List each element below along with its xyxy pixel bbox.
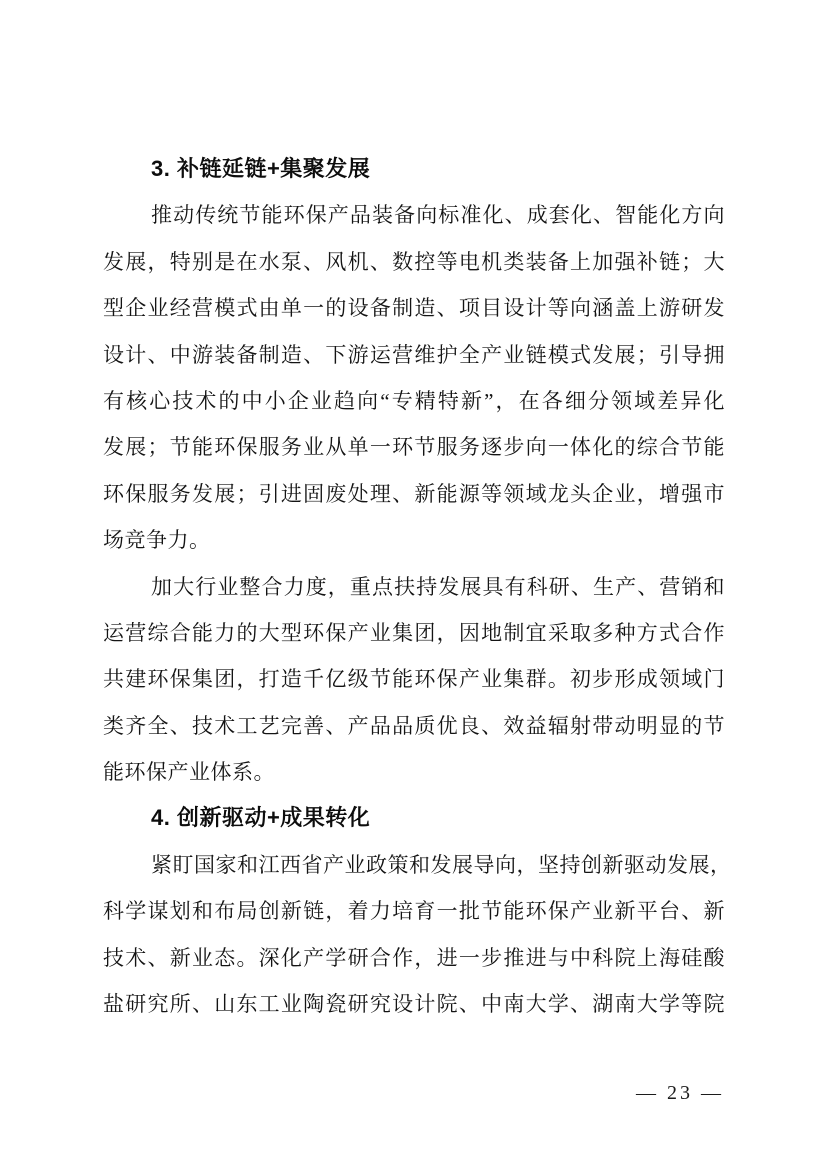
paragraph-3-line-3: 技术、新业态。深化产学研合作，进一步推进与中科院上海硅酸 bbox=[103, 945, 725, 970]
paragraph-3-line-4: 盐研究所、山东工业陶瓷研究设计院、中南大学、湖南大学等院 bbox=[103, 992, 725, 1017]
paragraph-1-line-3: 型企业经营模式由单一的设备制造、项目设计等向涵盖上游研发 bbox=[103, 296, 725, 321]
paragraph-1-line-7: 环保服务发展；引进固废处理、新能源等领域龙头企业，增强市 bbox=[103, 481, 725, 506]
paragraph-2-line-3: 共建环保集团，打造千亿级节能环保产业集群。初步形成领域门 bbox=[103, 667, 725, 692]
paragraph-2-line-5: 能环保产业体系。 bbox=[103, 760, 275, 785]
section-heading-3: 3. 补链延链+集聚发展 bbox=[151, 156, 371, 181]
paragraph-2-line-2: 运营综合能力的大型环保产业集团，因地制宜采取多种方式合作 bbox=[103, 620, 725, 645]
page-number: — 23 — bbox=[636, 1082, 724, 1104]
paragraph-1-line-4: 设计、中游装备制造、下游运营维护全产业链模式发展；引导拥 bbox=[103, 342, 725, 367]
paragraph-1-line-2: 发展，特别是在水泵、风机、数控等电机类装备上加强补链；大 bbox=[103, 249, 725, 274]
paragraph-3-line-1: 紧盯国家和江西省产业政策和发展导向，坚持创新驱动发展， bbox=[151, 852, 732, 877]
paragraph-1-line-1: 推动传统节能环保产品装备向标准化、成套化、智能化方向 bbox=[151, 203, 725, 228]
paragraph-2-line-1: 加大行业整合力度，重点扶持发展具有科研、生产、营销和 bbox=[151, 574, 725, 599]
section-heading-4: 4. 创新驱动+成果转化 bbox=[151, 805, 371, 831]
document-body bbox=[103, 146, 732, 1027]
paragraph-2-line-4: 类齐全、技术工艺完善、产品品质优良、效益辐射带动明显的节 bbox=[103, 713, 725, 738]
paragraph-1-line-8: 场竞争力。 bbox=[103, 528, 211, 553]
paragraph-1-line-6: 发展；节能环保服务业从单一环节服务逐步向一体化的综合节能 bbox=[103, 435, 725, 460]
paragraph-1-line-5: 有核心技术的中小企业趋向“专精特新”，在各细分领域差异化 bbox=[103, 388, 725, 413]
paragraph-3-line-2: 科学谋划和布局创新链，着力培育一批节能环保产业新平台、新 bbox=[103, 899, 725, 924]
